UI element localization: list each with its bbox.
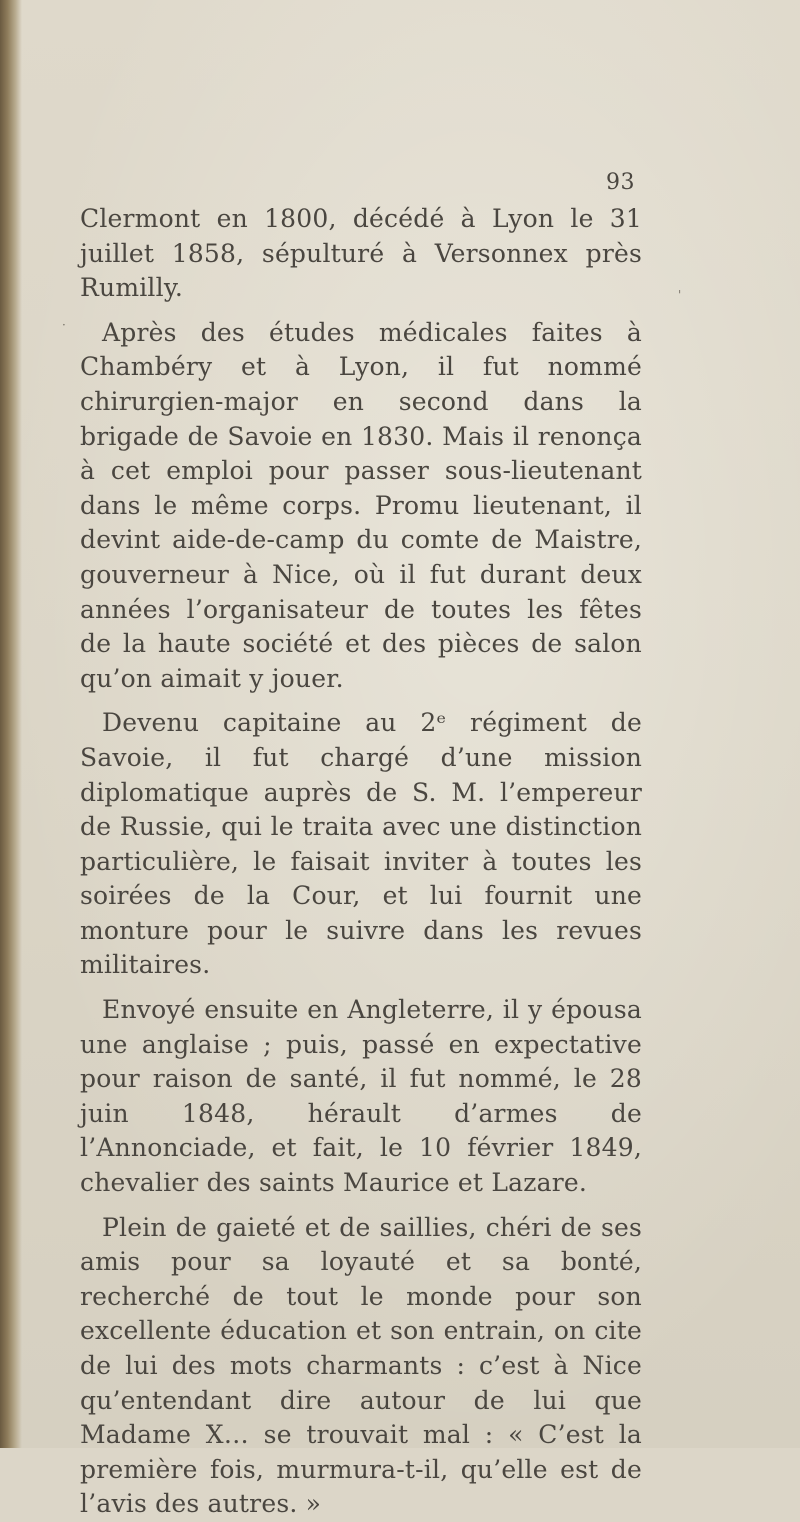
ink-speck: ' (678, 288, 682, 302)
paragraph-1: Clermont en 1800, décédé à Lyon le 31 juillet 1858, sépulturé à Versonnex près Rumilly. (80, 204, 642, 303)
body-text (80, 202, 642, 1522)
paragraph-2: Après des études médicales faites à Chambéry et à Lyon, il fut nommé chirurgien-major en second dans la brigade de Savoie en 1830. Mais il renonça à cet emploi pour passer sous-lieutenant dans le même corps. Promu lieutenant, il devint aide-de-camp du comte de Maistre, gouverneur à Nice, où il fut durant deux années l’organisateur de toutes les fêtes de la haute société et des pièces de salon qu’on aimait y jouer. (80, 317, 642, 693)
paragraph-5: Plein de gaieté et de saillies, chéri de ses amis pour sa loyauté et sa bonté, recherché de tout le monde pour son excellente éducation et son entrain, on cite de lui des mots charmants : c’est à Nice qu’entendant dire autour de lui que Madame X… se trouvait mal : « C’est la première fois, murmura-t-il, qu’elle est de l’avis des autres. » (80, 1212, 642, 1519)
paragraph-3: Devenu capitaine au 2ᵉ régiment de Savoie, il fut chargé d’une mission diplomatique auprès de S. M. l’empereur de Russie, qui le traita avec une distinction particulière, le faisait inviter à toutes les soirées de la Cour, et lui fournit une monture pour le suivre dans les revues militaires. (80, 708, 642, 980)
paragraph-4: Envoyé ensuite en Angleterre, il y épousa une anglaise ; puis, passé en expectative pour raison de santé, il fut nommé, le 28 juin 1848, hérault d’armes de l’Annonciade, et fait, le 10 février 1849, chevalier des saints Maurice et Lazare. (80, 995, 642, 1198)
page-number: 93 (606, 170, 635, 195)
ink-speck: · (62, 318, 66, 332)
book-spine-shadow (0, 0, 22, 1448)
